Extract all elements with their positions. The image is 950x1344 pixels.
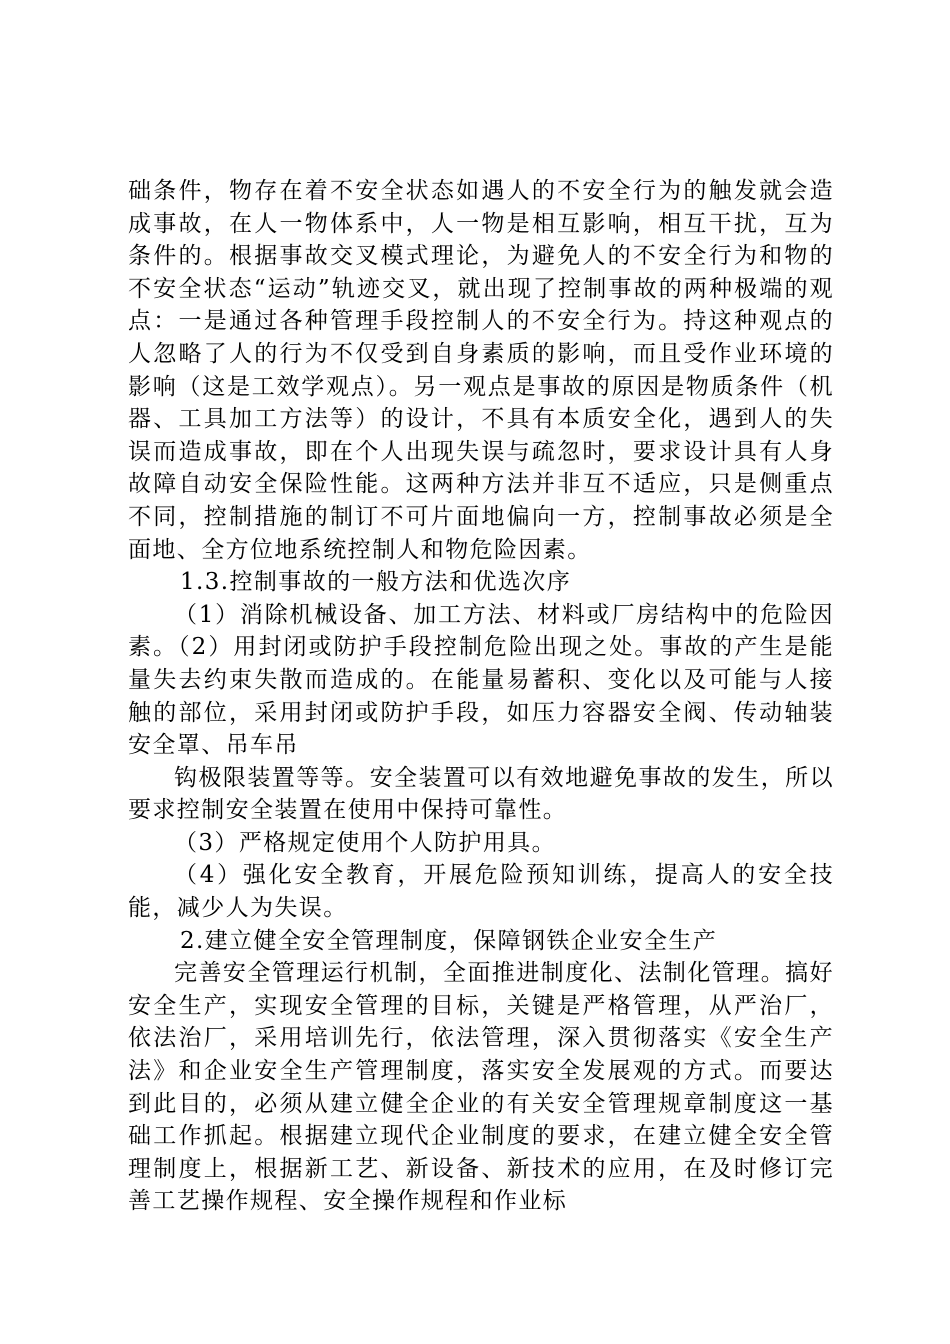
section-heading-2: 2.建立健全安全管理制度，保障钢铁企业安全生产 bbox=[180, 927, 718, 954]
section-heading-1-3: 1.3.控制事故的一般方法和优选次序 bbox=[180, 569, 572, 596]
document-body bbox=[128, 175, 834, 1218]
paragraph-accident-causes: 础条件，物存在着不安全状态如遇人的不安全行为的触发就会造成事故，在人一物体系中，人一物是相互影响，相互干扰，互为条件的。根据事故交叉模式理论，为避免人的不安全行为和物的不安全状态“运动”轨迹交叉，就出现了控制事故的两种极端的观点：一是通过各种管理手段控制人的不安全行为。持这种观点的人忽略了人的行为不仅受到自身素质的影响，而且受作业环境的影响（这是工效学观点）。另一观点是事故的原因是物质条件（机器、工具加工方法等）的设计，不具有本质安全化，遇到人的失误而造成事故，即在个人出现失误与疏忽时，要求设计具有人身故障自动安全保险性能。这两种方法并非互不适应，只是侧重点不同，控制措施的制订不可片面地偏向一方，控制事故必须是全面地、全方位地系统控制人和物危险因素。 bbox=[128, 178, 834, 563]
paragraph-method-3: （3）严格规定使用个人防护用具。 bbox=[174, 829, 557, 856]
paragraph-methods-1-2: （1）消除机械设备、加工方法、材料或厂房结构中的危险因素。（2）用封闭或防护手段控制危险出现之处。事故的产生是能量失去约束失散而造成的。在能量易蓄积、变化以及可能与人接触的部位，采用封闭或防护手段，如压力容器安全阀、传动轴装安全罩、吊车吊 bbox=[128, 601, 834, 759]
paragraph-safety-devices: 钩极限装置等等。安全装置可以有效地避免事故的发生，所以要求控制安全装置在使用中保持可靠性。 bbox=[128, 764, 834, 824]
paragraph-method-4: （4）强化安全教育，开展危险预知训练，提高人的安全技能，减少人为失误。 bbox=[128, 862, 834, 922]
paragraph-management-system: 完善安全管理运行机制，全面推进制度化、法制化管理。搞好安全生产，实现安全管理的目标，关键是严格管理，从严治厂，依法治厂，采用培训先行，依法管理，深入贯彻落实《安全生产法》和企业安全生产管理制度，落实安全发展观的方式。而要达到此目的，必须从建立健全企业的有关安全管理规章制度这一基础工作抓起。根据建立现代企业制度的要求，在建立健全安全管理制度上，根据新工艺、新设备、新技术的应用，在及时修订完善工艺操作规程、安全操作规程和作业标 bbox=[128, 960, 834, 1215]
